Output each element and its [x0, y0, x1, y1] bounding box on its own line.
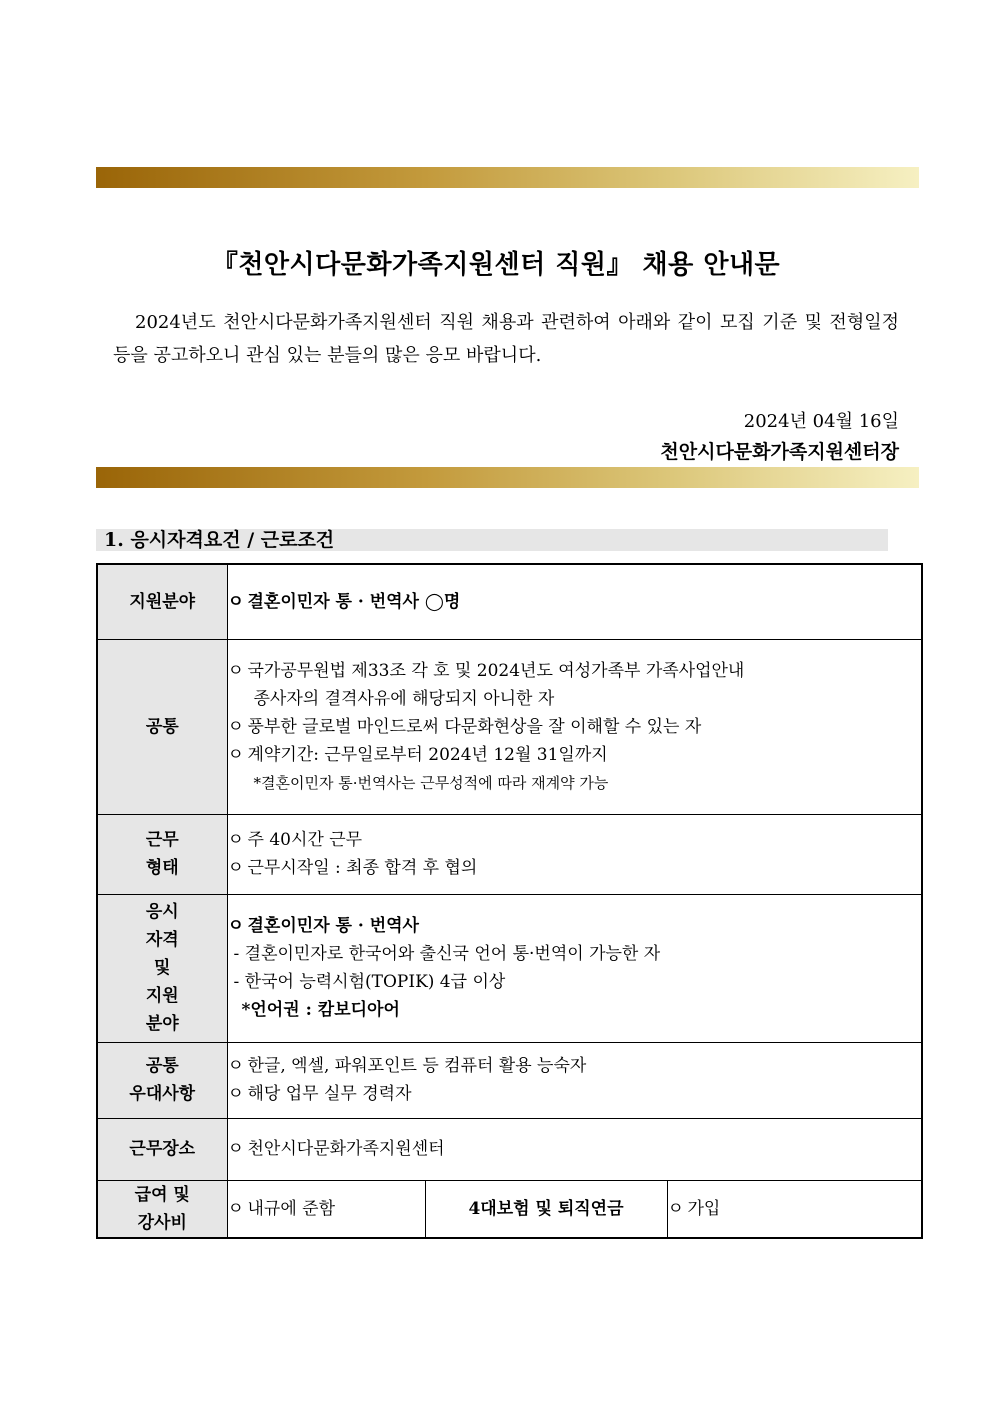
table-row: [97, 894, 922, 1042]
list-item: ㅇ 가입: [668, 1195, 922, 1223]
table-row: [97, 1180, 922, 1238]
table-row: [97, 814, 922, 894]
list-item: ㅇ 근무시작일 : 최종 합격 후 협의: [228, 854, 922, 882]
row-head-salary: 급여 및 강사비: [97, 1180, 227, 1238]
language-note: *언어권 : 캄보디아어: [241, 1000, 400, 1020]
row-value-work-type: [227, 814, 922, 894]
list-item-continuation: 종사자의 결격사유에 해당되지 아니한 자: [253, 688, 555, 709]
row-head-qualification: 응시 자격 및 지원 분야: [97, 894, 227, 1042]
issuing-organization: 천안시다문화가족지원센터장: [660, 441, 899, 463]
decorative-gold-bar-top: [96, 167, 919, 188]
list-item: ㅇ 한글, 엑셀, 파워포인트 등 컴퓨터 활용 능숙자: [228, 1052, 922, 1080]
list-item: ㅇ 주 40시간 근무: [228, 826, 922, 854]
bullet-icon: ㅇ: [227, 1084, 244, 1104]
row-value-location: [227, 1118, 922, 1180]
bullet-icon: ㅇ: [227, 744, 244, 765]
table-row: [97, 639, 922, 814]
bullet-icon: ㅇ: [667, 1198, 684, 1219]
row-value-field: [227, 564, 922, 639]
bullet-icon: ㅇ: [227, 916, 244, 936]
bullet-icon: ㅇ: [227, 1139, 244, 1159]
intro-paragraph: [113, 306, 899, 372]
requirements-table: [96, 563, 923, 1239]
row-value-salary: [227, 1180, 425, 1238]
list-item: ㅇ 해당 업무 실무 경력자: [228, 1080, 922, 1108]
list-item: ㅇ 내규에 준함: [228, 1195, 425, 1223]
bullet-icon: ㅇ: [227, 858, 244, 878]
bullet-icon: ㅇ: [227, 1198, 244, 1219]
list-item: ㅇ 결혼이민자 통 · 번역사 ◯명: [228, 588, 922, 616]
row-value-qualification: [227, 894, 922, 1042]
list-item: ㅇ 결혼이민자 통 · 번역사: [228, 912, 922, 940]
list-item: ㅇ 풍부한 글로벌 마인드로써 다문화현상을 잘 이해할 수 있는 자: [228, 713, 922, 741]
table-row: [97, 564, 922, 639]
table-row: [97, 1042, 922, 1118]
bullet-icon: ㅇ: [227, 1056, 244, 1076]
announcement-date: 2024년 04월 16일: [743, 411, 899, 432]
row-head-work-type: 근무 형태: [97, 814, 227, 894]
list-item: - 결혼이민자로 한국어와 출신국 언어 통·번역이 가능한 자: [233, 944, 661, 964]
footnote: *결혼이민자 통·번역사는 근무성적에 따라 재계약 가능: [253, 773, 609, 792]
row-head-location: 근무장소: [97, 1118, 227, 1180]
bullet-icon: ㅇ: [227, 591, 244, 612]
list-item: ㅇ 천안시다문화가족지원센터: [228, 1135, 922, 1163]
section-heading: 1. 응시자격요건 / 근로조건: [96, 529, 888, 551]
row-head-field: 지원분야: [97, 564, 227, 639]
decorative-gold-bar-bottom: [96, 467, 919, 488]
bullet-icon: ㅇ: [227, 716, 244, 737]
row-head-preference: 공통 우대사항: [97, 1042, 227, 1118]
list-item: ㅇ 계약기간: 근무일로부터 2024년 12월 31일까지: [228, 741, 922, 769]
intro-text: 2024년도 천안시다문화가족지원센터 직원 채용과 관련하여 아래와 같이 모집 기준 및 전형일정 등을 공고하오니 관심 있는 분들의 많은 응모 바랍니다.: [113, 312, 899, 366]
list-item: ㅇ 국가공무원법 제33조 각 호 및 2024년도 여성가족부 가족사업안내: [228, 657, 922, 685]
table-row: [97, 1118, 922, 1180]
row-value-preference: [227, 1042, 922, 1118]
list-item: - 한국어 능력시험(TOPIK) 4급 이상: [233, 972, 506, 992]
row-value-common: [227, 639, 922, 814]
row-value-insurance: [667, 1180, 922, 1238]
bullet-icon: ㅇ: [227, 830, 244, 850]
row-head-common: 공통: [97, 639, 227, 814]
bullet-icon: ㅇ: [227, 660, 244, 681]
page-title: 『천안시다문화가족지원센터 직원』 채용 안내문: [211, 250, 781, 280]
row-head-insurance: 4대보험 및 퇴직연금: [425, 1180, 667, 1238]
